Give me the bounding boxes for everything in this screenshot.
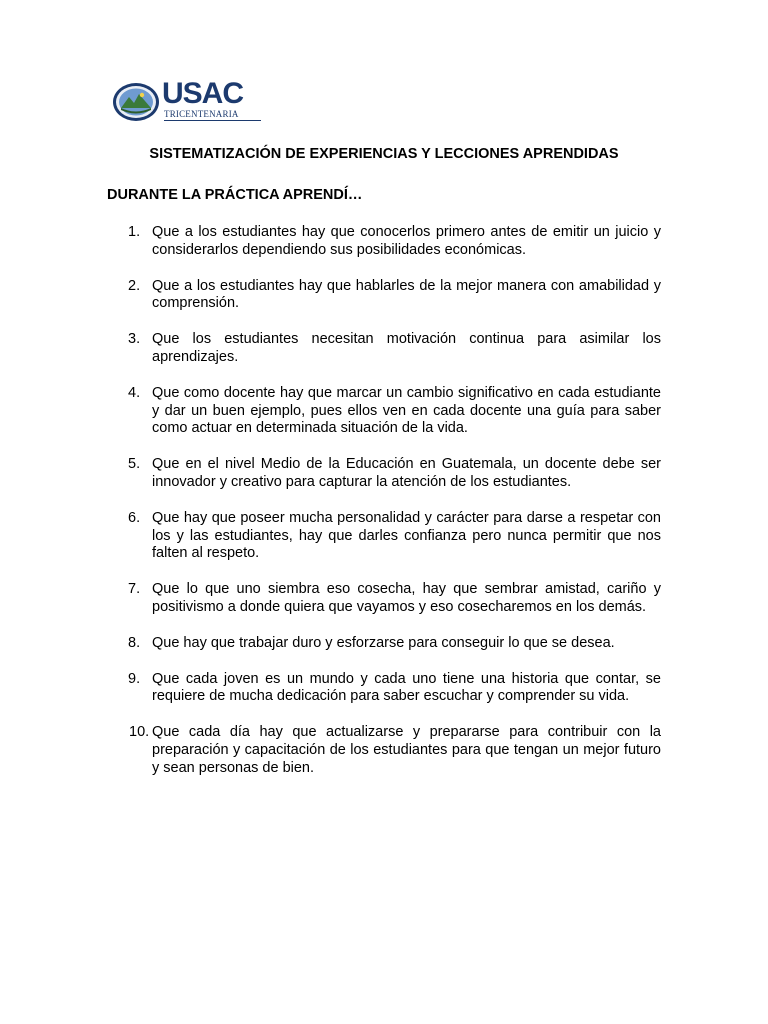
list-item <box>107 635 661 653</box>
list-item <box>107 331 661 367</box>
list-item <box>107 671 661 707</box>
item-number: 1. <box>128 224 141 240</box>
item-number: 3. <box>128 331 141 348</box>
item-text: Que los estudiantes necesitan motivación continua para asimilar los aprendizajes. <box>152 331 661 365</box>
item-number: 8. <box>128 634 141 651</box>
list-item <box>107 510 661 563</box>
logo-divider <box>164 120 261 121</box>
section-heading: DURANTE LA PRÁCTICA APRENDÍ… <box>107 187 363 203</box>
item-number: 2. <box>128 277 141 294</box>
document-title: SISTEMATIZACIÓN DE EXPERIENCIAS Y LECCIONES APRENDIDAS <box>149 146 619 162</box>
logo-subtext: TRICENTENARIA <box>164 109 239 119</box>
item-text: Que hay que poseer mucha personalidad y carácter para darse a respetar con los y las estudiantes, hay que darles confianza pero nunca permitir que nos falten al respeto. <box>152 509 661 562</box>
list-item <box>107 581 661 617</box>
item-number: 5. <box>128 456 141 473</box>
item-text: Que a los estudiantes hay que conocerlos primero antes de emitir un juicio y considerarlos dependiendo sus posibilidades económicas. <box>152 224 661 258</box>
item-number: 9. <box>128 670 141 687</box>
item-text: Que lo que uno siembra eso cosecha, hay que sembrar amistad, cariño y positivismo a donde quiera que vayamos y eso cosecharemos en los demás. <box>152 581 661 615</box>
list-item <box>107 278 661 314</box>
item-text: Que hay que trabajar duro y esforzarse para conseguir lo que se desea. <box>152 634 615 651</box>
list-item <box>107 224 661 260</box>
item-number: 4. <box>128 384 141 401</box>
item-number: 7. <box>128 581 141 598</box>
usac-logo <box>112 77 264 122</box>
list-item <box>107 385 661 438</box>
item-number: 10. <box>129 724 150 741</box>
item-text: Que en el nivel Medio de la Educación en Guatemala, un docente debe ser innovador y creativo para capturar la atención de los estudiantes. <box>152 456 661 490</box>
item-text: Que cada día hay que actualizarse y prepararse para contribuir con la preparación y capacitación de los estudiantes para que tengan un mejor futuro y sean personas de bien. <box>152 724 661 776</box>
logo-wordmark: USAC <box>162 77 244 110</box>
item-text: Que como docente hay que marcar un cambio significativo en cada estudiante y dar un buen ejemplo, pues ellos ven en cada docente una guía para saber como actuar en determinada situación de la vida. <box>152 384 661 437</box>
list-item <box>107 724 661 777</box>
lessons-list <box>107 224 661 796</box>
item-number: 6. <box>128 509 141 526</box>
list-item <box>107 456 661 492</box>
item-text: Que cada joven es un mundo y cada uno tiene una historia que contar, se requiere de mucha dedicación para saber escuchar y comprender su vida. <box>152 670 661 705</box>
university-seal-icon <box>112 82 160 122</box>
item-text: Que a los estudiantes hay que hablarles de la mejor manera con amabilidad y comprensión. <box>152 277 661 312</box>
